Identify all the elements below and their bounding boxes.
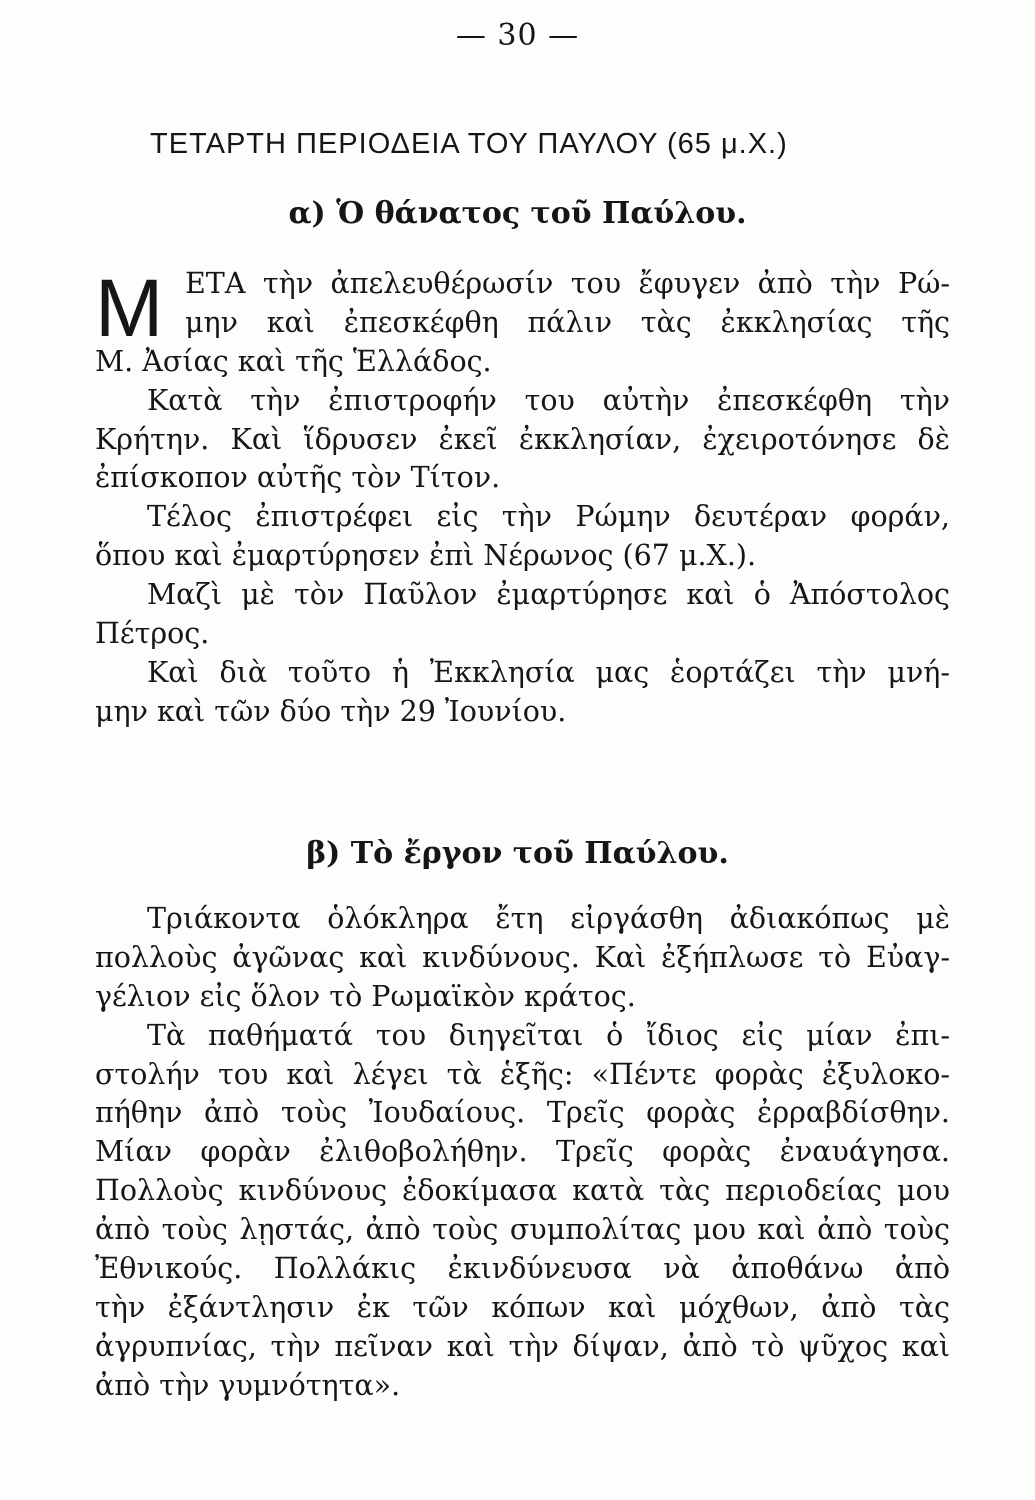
text-line: μην καὶ τῶν δύο τὴν 29 Ἰουνίου. — [95, 694, 567, 728]
text-line: ἀπὸ τοὺς λῃστάς, ἀπὸ τοὺς συμπολίτας μου καὶ ἀπὸ τοὺς — [95, 1213, 950, 1247]
text-line: Κρήτην. Καὶ ἵδρυσεν ἐκεῖ ἐκκλησίαν, ἐχειροτόνησε δὲ — [95, 422, 950, 456]
text-line: στολήν του καὶ λέγει τὰ ἑξῆς: «Πέντε φορὰς ἐξυλοκο- — [95, 1057, 950, 1091]
text-line: Τριάκοντα ὁλόκληρα ἔτη εἰργάσθη ἀδιακόπως μὲ — [147, 902, 950, 935]
text-line: Πολλοὺς κινδύνους ἐδοκίμασα κατὰ τὰς περιοδείας μου — [95, 1174, 950, 1208]
text-line: Πέτρος. — [95, 617, 210, 651]
text-line: Τὰ παθήματά του διηγεῖται ὁ ἴδιος εἰς μίαν ἐπι- — [147, 1018, 950, 1052]
text-line: Μ. Ἀσίας καὶ τῆς Ἑλλάδος. — [95, 344, 492, 378]
text-line: ἀγρυπνίας, τὴν πεῖναν καὶ τὴν δίψαν, ἀπὸ τὸ ψῦχος καὶ — [95, 1329, 950, 1363]
section-b-text — [95, 900, 950, 1406]
text-line: Μαζὶ μὲ τὸν Παῦλον ἐμαρτύρησε καὶ ὁ Ἀπόστολος — [147, 578, 950, 612]
text-line: Καὶ διὰ τοῦτο ἡ Ἐκκλησία μας ἑορτάζει τὴν μνή- — [147, 655, 950, 689]
text-line: τὴν ἐξάντλησιν ἐκ τῶν κόπων καὶ μόχθων, ἀπὸ τὰς — [95, 1290, 950, 1324]
section-b-heading: β) Τὸ ἔργον τοῦ Παύλου. — [306, 836, 729, 871]
text-line: ἐπίσκοπον αὐτῆς τὸν Τίτον. — [95, 461, 501, 495]
drop-cap: Μ — [95, 263, 164, 354]
text-line: γέλιον εἰς ὅλον τὸ Ρωμαϊκὸν κράτος. — [95, 979, 636, 1013]
text-line: Κατὰ τὴν ἐπιστροφήν του αὐτὴν ἐπεσκέφθη τὴν — [147, 383, 950, 417]
section-a-text — [95, 265, 950, 732]
chapter-title: ΤΕΤΑΡΤΗ ΠΕΡΙΟΔΕΙΑ ΤΟΥ ΠΑΥΛΟΥ (65 μ.Χ.) — [150, 128, 788, 160]
text-line: Ἐθνικούς. Πολλάκις ἐκινδύνευσα νὰ ἀποθάνω ἀπὸ — [95, 1252, 950, 1286]
section-a-heading: α) Ὁ θάνατος τοῦ Παύλου. — [288, 196, 747, 231]
text-line: μην καὶ ἐπεσκέφθη πάλιν τὰς ἐκκλησίας τῆς — [185, 305, 950, 339]
text-line: ὅπου καὶ ἐμαρτύρησεν ἐπὶ Νέρωνος (67 μ.Χ.). — [95, 539, 757, 573]
text-line: πήθην ἀπὸ τοὺς Ἰουδαίους. Τρεῖς φορὰς ἐρραβδίσθην. — [95, 1096, 950, 1130]
page-number: — 30 — — [455, 18, 580, 53]
text-line: Τέλος ἐπιστρέφει εἰς τὴν Ρώμην δευτέραν φοράν, — [147, 500, 950, 534]
text-line: ΕΤΑ τὴν ἀπελευθέρωσίν του ἔφυγεν ἀπὸ τὴν Ρώ- — [185, 267, 950, 300]
text-line: Μίαν φορὰν ἐλιθοβολήθην. Τρεῖς φορὰς ἐναυάγησα. — [95, 1135, 950, 1169]
text-line: ἀπὸ τὴν γυμνότητα». — [95, 1368, 401, 1402]
text-line: πολλοὺς ἀγῶνας καὶ κινδύνους. Καὶ ἐξήπλωσε τὸ Εὐαγ- — [95, 940, 950, 974]
